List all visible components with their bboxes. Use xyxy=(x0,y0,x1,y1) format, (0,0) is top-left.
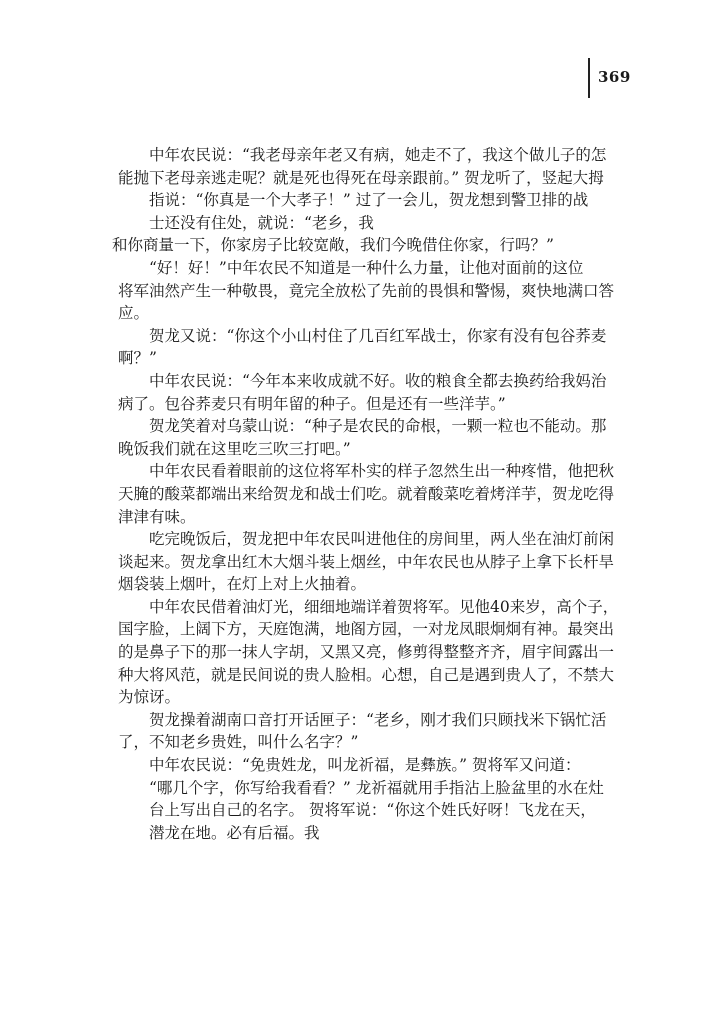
text-line: “好！好！”中年农民不知道是一种什么力量，让他对面前的这位 xyxy=(149,258,584,277)
text-line: 台上写出自己的名字。 贺将军说：“你这个姓氏好呀！飞龙在天， xyxy=(149,801,596,820)
text-line: 潜龙在地。必有后福。我 xyxy=(149,823,320,842)
text-line: 天腌的酸菜都端出来给贺龙和战士们吃。就着酸菜吃着烤洋芋，贺龙吃得 xyxy=(118,484,615,503)
text-line: 指说：“你真是一个大孝子！” 过了一会儿，贺龙想到警卫排的战 xyxy=(149,191,589,210)
text-line: 中年农民说：“今年本来收成就不好。收的粮食全都去换药给我妈治 xyxy=(149,371,607,390)
text-line: 烟袋装上烟叶，在灯上对上火抽着。 xyxy=(118,575,367,594)
text-line: 种大将风范，就是民间说的贵人脸相。心想，自己是遇到贵人了，不禁大 xyxy=(118,665,615,684)
text-line: 中年农民看着眼前的这位将军朴实的样子忽然生出一种疼惜，他把秋 xyxy=(149,462,615,481)
body-text xyxy=(112,144,628,844)
text-line: “哪几个字，你写给我看看？” 龙祈福就用手指沾上脸盆里的水在灶 xyxy=(149,778,604,797)
text-line: 津津有味。 xyxy=(118,507,196,526)
text-line: 士还没有住处，就说：“老乡，我 xyxy=(149,213,374,232)
text-line: 啊？” xyxy=(118,349,157,368)
text-line: 将军油然产生一种敬畏，竟完全放松了先前的畏惧和警惕，爽快地满口答 xyxy=(118,281,615,300)
text-line: 中年农民说：“免贵姓龙，叫龙祈福，是彝族。” 贺将军又问道： xyxy=(149,756,581,775)
text-line: 中年农民借着油灯光，细细地端详着贺将军。见他40来岁，高个子， xyxy=(149,597,619,616)
text-line: 和你商量一下，你家房子比较宽敞，我们今晚借住你家，行吗？” xyxy=(112,236,554,255)
text-line: 了，不知老乡贵姓，叫什么名字？” xyxy=(118,733,359,752)
text-line: 为惊讶。 xyxy=(118,688,181,707)
header-rule xyxy=(588,58,590,98)
text-line: 谈起来。贺龙拿出红木大烟斗装上烟丝，中年农民也从脖子上拿下长杆旱 xyxy=(118,552,615,571)
text-line: 病了。包谷荞麦只有明年留的种子。但是还有一些洋芋。” xyxy=(118,394,506,413)
text-line: 贺龙笑着对乌蒙山说：“种子是农民的命根，一颗一粒也不能动。那 xyxy=(149,417,607,436)
text-line: 国字脸，上阔下方，天庭饱满，地阁方园，一对龙凤眼炯炯有神。最突出 xyxy=(118,620,615,639)
text-line: 的是鼻子下的那一抹人字胡，又黑又亮，修剪得整整齐齐，眉宇间露出一 xyxy=(118,643,615,662)
text-line: 贺龙操着湖南口音打开话匣子：“老乡，刚才我们只顾找米下锅忙活 xyxy=(149,710,607,729)
text-line: 晚饭我们就在这里吃三吹三打吧。” xyxy=(118,439,351,458)
page-number: 369 xyxy=(598,68,631,86)
text-line: 应。 xyxy=(118,304,150,323)
text-line: 中年农民说：“我老母亲年老又有病，她走不了，我这个做儿子的怎 xyxy=(149,146,607,164)
text-line: 贺龙又说：“你这个小山村住了几百红军战士，你家有没有包谷荞麦 xyxy=(149,326,607,345)
text-line: 能抛下老母亲逃走呢？就是死也得死在母亲跟前。” 贺龙听了，竖起大拇 xyxy=(118,168,604,187)
text-line: 吃完晚饭后，贺龙把中年农民叫进他住的房间里，两人坐在油灯前闲 xyxy=(149,530,615,549)
